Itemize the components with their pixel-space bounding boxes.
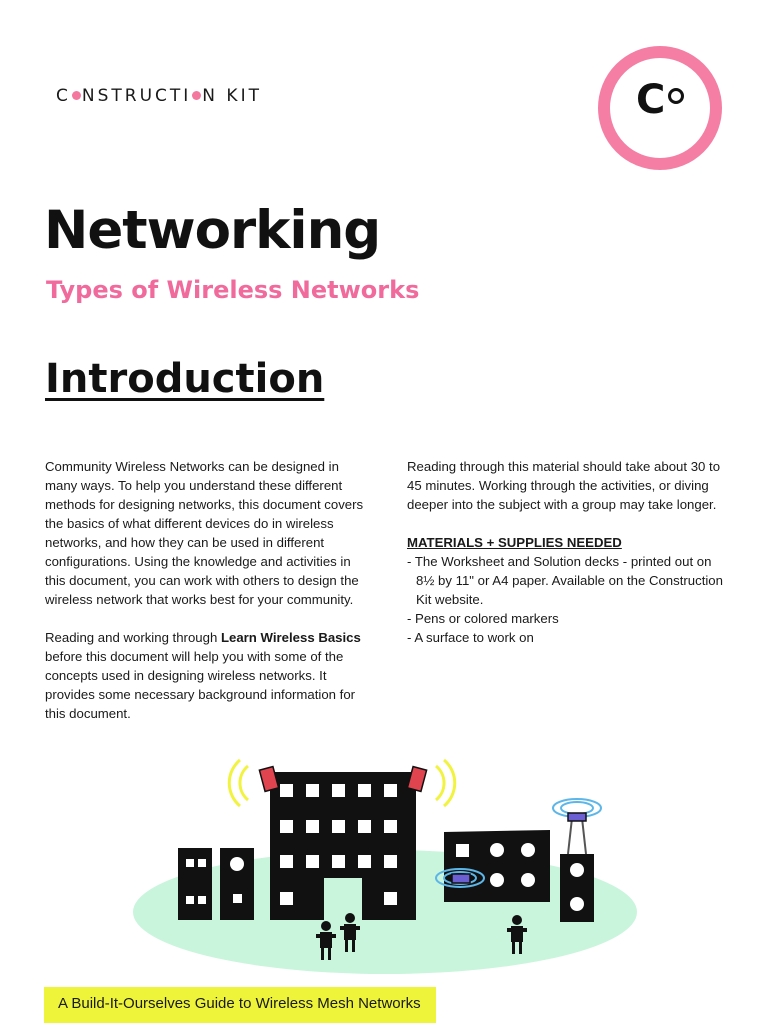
left-column [45,457,365,723]
section-heading: Introduction [45,356,325,402]
brand-text-part: C [56,86,71,106]
page-subtitle: Types of Wireless Networks [46,276,420,304]
brand-wordmark [56,86,262,106]
right-column [407,457,732,647]
network-illustration [130,752,640,982]
prerequisite-paragraph [45,628,365,723]
materials-list [407,552,732,647]
duration-paragraph: Reading through this material should take about 30 to 45 minutes. Working through the activities, or diving deeper into the subject with a group may take longer. [407,459,721,512]
list-item: - The Worksheet and Solution decks - printed out on 8½ by 11" or A4 paper. Available on the Construction Kit website. [407,554,723,607]
page-title: Networking [44,200,381,261]
brand-text-part: N KIT [202,86,262,106]
prerequisite-text: Reading and working through [45,630,221,645]
footer-band [44,987,436,1023]
intro-paragraph: Community Wireless Networks can be designed in many ways. To help you understand these different methods for designing networks, this document covers the basics of what different devices do in wireless networks, and how they can be used in different configurations. Using the knowledge and activities in this document, you can work with others to design the wireless network that works best for your community. [45,459,364,607]
co-logo [598,46,722,170]
router-purple-icon [436,869,484,887]
router-purple-icon [553,799,601,821]
main-building [270,772,416,920]
list-item: - Pens or colored markers [407,611,559,626]
prerequisite-text: before this document will help you with some of the concepts used in designing wireless networks. It provides some necessary background information for this document. [45,649,356,721]
brand-text-part: NSTRUCTI [81,86,192,106]
small-building-left-2 [220,848,254,920]
building-right [444,830,550,902]
materials-heading: MATERIALS + SUPPLIES NEEDED [407,535,622,550]
small-building-left [178,848,212,920]
brand-dot-icon [72,91,81,100]
prerequisite-link-text: Learn Wireless Basics [220,630,361,645]
brand-dot-icon [192,91,201,100]
footer-tagline: A Build-It-Ourselves Guide to Wireless Mesh Networks [58,995,421,1012]
logo-letter: C [636,77,666,123]
list-item: - A surface to work on [407,630,534,645]
tower-building [560,818,594,922]
logo-o-icon [668,88,684,104]
